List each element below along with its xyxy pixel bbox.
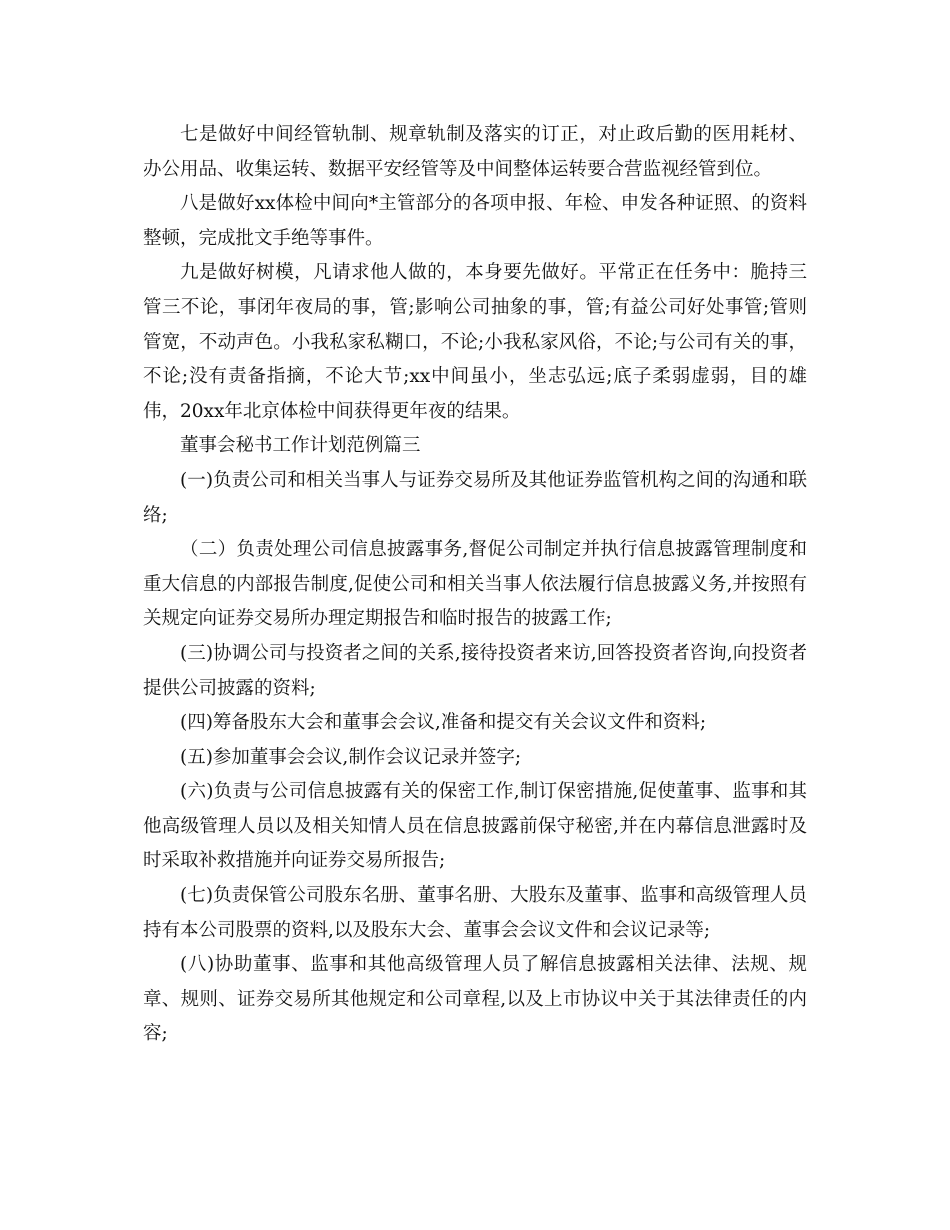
paragraph: (八)协助董事、监事和其他高级管理人员了解信息披露相关法律、法规、规章、规则、证券交易所其他规定和公司章程,以及上市协议中关于其法律责任的内容; (143, 954, 807, 1045)
paragraph: (三)协调公司与投资者之间的关系,接待投资者来访,回答投资者咨询,向投资者提供公司披露的资料; (143, 642, 807, 699)
paragraph: 九是做好树模，凡请求他人做的，本身要先做好。平常正在任务中：脆持三管三不论，事闭年夜局的事，管;影响公司抽象的事，管;有益公司好处事管;管则管宽，不动声色。小我私家私糊口，不论;小我私家风俗，不论;与公司有关的事，不论;没有责备指摘，不论大节;xx中间虽小，坐志弘远;底子柔弱虚弱，目的雄伟，20xx年北京体检中间获得更年夜的结果。 (143, 262, 807, 422)
paragraph: 八是做好xx体检中间向*主管部分的各项申报、年检、申发各种证照、的资料整顿，完成批文手绝等事件。 (143, 193, 807, 249)
paragraph: (四)筹备股东大会和董事会会议,准备和提交有关会议文件和资料; (180, 712, 707, 734)
document-body (143, 118, 807, 1052)
paragraph: (七)负责保管公司股东名册、董事名册、大股东及董事、监事和高级管理人员持有本公司股票的资料,以及股东大会、董事会会议文件和会议记录等; (143, 885, 807, 941)
paragraph: 七是做好中间经管轨制、规章轨制及落实的订正，对止政后勤的医用耗材、办公用品、收集运转、数据平安经管等及中间整体运转要合营监视经管到位。 (143, 124, 807, 180)
paragraph: （二）负责处理公司信息披露事务,督促公司制定并执行信息披露管理制度和重大信息的内部报告制度,促使公司和相关当事人依法履行信息披露义务,并按照有关规定向证券交易所办理定期报告和临时报告的披露工作; (143, 539, 807, 630)
paragraph: (一)负责公司和相关当事人与证券交易所及其他证券监管机构之间的沟通和联络; (143, 469, 807, 526)
section-heading: 董事会秘书工作计划范例篇三 (180, 435, 421, 457)
paragraph: (五)参加董事会会议,制作会议记录并签字; (180, 746, 522, 768)
paragraph: (六)负责与公司信息披露有关的保密工作,制订保密措施,促使董事、监事和其他高级管理人员以及相关知情人员在信息披露前保守秘密,并在内幕信息泄露时及时采取补救措施并向证券交易所报告; (143, 781, 807, 872)
